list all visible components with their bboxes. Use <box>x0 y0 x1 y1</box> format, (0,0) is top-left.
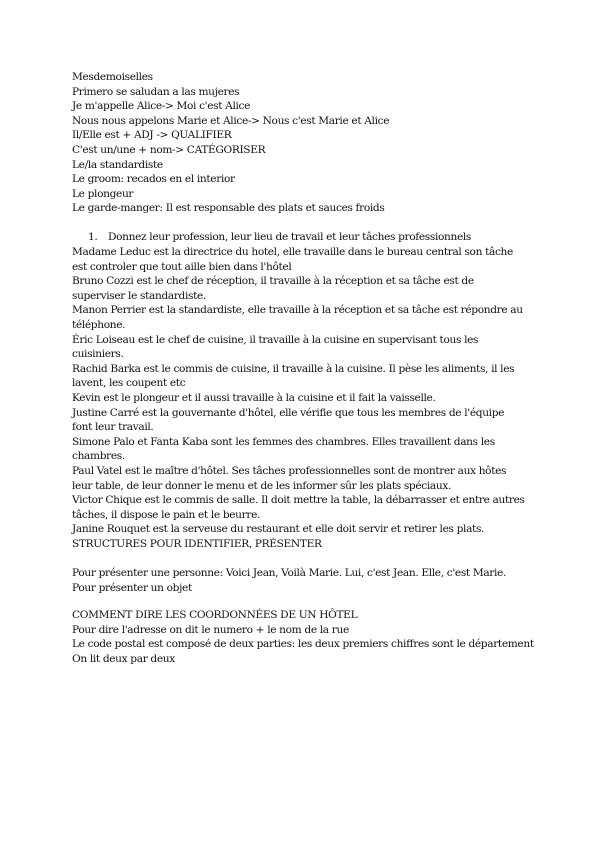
structure-line: Pour présenter un objet <box>72 581 192 594</box>
exercise-heading <box>88 230 528 245</box>
intro-line: Le garde-manger: Il est responsable des plats et sauces froids <box>72 202 385 215</box>
coordonnees-line: On lit deux par deux <box>72 652 175 665</box>
coordonnees-line: Le code postal est composé de deux parties: les deux premiers chiffres sont le département <box>72 638 534 651</box>
exercise-number: 1. <box>88 231 98 243</box>
intro-line: Je m'appelle Alice-> Moi c'est Alice <box>72 100 251 113</box>
structures-lines <box>72 566 530 595</box>
section-heading: STRUCTURES POUR IDENTIFIER, PRÉSENTER <box>72 538 322 550</box>
coordonnees-section <box>72 608 534 666</box>
intro-notes <box>72 70 530 216</box>
answer-paragraph: Paul Vatel est le maître d'hôtel. Ses tâches professionnelles sont de montrer aux hôtes leur table, de leur donner le menu et de les informer sûr les plats spéciaux. <box>72 464 507 492</box>
answer-paragraph: Victor Chique est le commis de salle. Il doit mettre la table, la débarrasser et entre autres tâches, il dispose le pain et le beurre. <box>72 494 525 521</box>
exercise-answers <box>72 245 526 537</box>
intro-line: C'est un/une + nom-> CATÉGORISER <box>72 143 266 156</box>
answer-paragraph: Éric Loiseau est le chef de cuisine, il travaille à la cuisine en supervisant tous les cuisiniers. <box>72 333 479 361</box>
intro-line: Le groom: recados en el interior <box>72 173 235 186</box>
intro-line: Le plongeur <box>72 187 134 200</box>
intro-line: Il/Elle est + ADJ -> QUALIFIER <box>72 129 232 142</box>
section-heading: COMMENT DIRE LES COORDONNÉES DE UN HÔTEL <box>72 609 358 621</box>
structures-section <box>72 537 530 552</box>
answer-paragraph: Justine Carré est la gouvernante d'hôtel, elle vérifie que tous les membres de l'équipe font leur travail. <box>72 406 505 434</box>
intro-line: Nous nous appelons Marie et Alice-> Nous c'est Marie et Alice <box>72 114 390 127</box>
answer-paragraph: Kevin est le plongeur et il aussi travaille à la cuisine et il fait la vaisselle. <box>72 391 436 404</box>
answer-paragraph: Madame Leduc est la directrice du hotel, elle travaille dans le bureau central son tâche est controler que tout aille bien dans l'hôtel <box>72 246 513 273</box>
answer-paragraph: Rachid Barka est le commis de cuisine, il travaille à la cuisine. Il pèse les aliments, il les lavent, les coupent etc <box>72 362 515 390</box>
answer-paragraph: Simone Palo et Fanta Kaba sont les femmes des chambres. Elles travaillent dans les chambres. <box>72 435 495 463</box>
structure-line: Pour présenter une personne: Voici Jean, Voilà Marie. Lui, c'est Jean. Elle, c'est Marie. <box>72 567 506 579</box>
answer-paragraph: Manon Perrier est la standardiste, elle travaille à la réception et sa tâche est répondre au téléphone. <box>72 304 523 331</box>
intro-line: Mesdemoiselles <box>72 71 153 83</box>
answer-paragraph: Bruno Cozzi est le chef de réception, il travaille à la réception et sa tâche est de superviser le standardiste. <box>72 275 474 302</box>
intro-line: Primero se saludan a las mujeres <box>72 85 240 98</box>
answer-paragraph: Janine Rouquet est la serveuse du restaurant et elle doit servir et retirer les plats. <box>72 523 485 536</box>
coordonnees-line: Pour dire l'adresse on dit le numero + le nom de la rue <box>72 623 349 636</box>
intro-line: Le/la standardiste <box>72 158 163 171</box>
exercise-heading-text: Donnez leur profession, leur lieu de travail et leur tâches professionnels <box>108 231 472 243</box>
